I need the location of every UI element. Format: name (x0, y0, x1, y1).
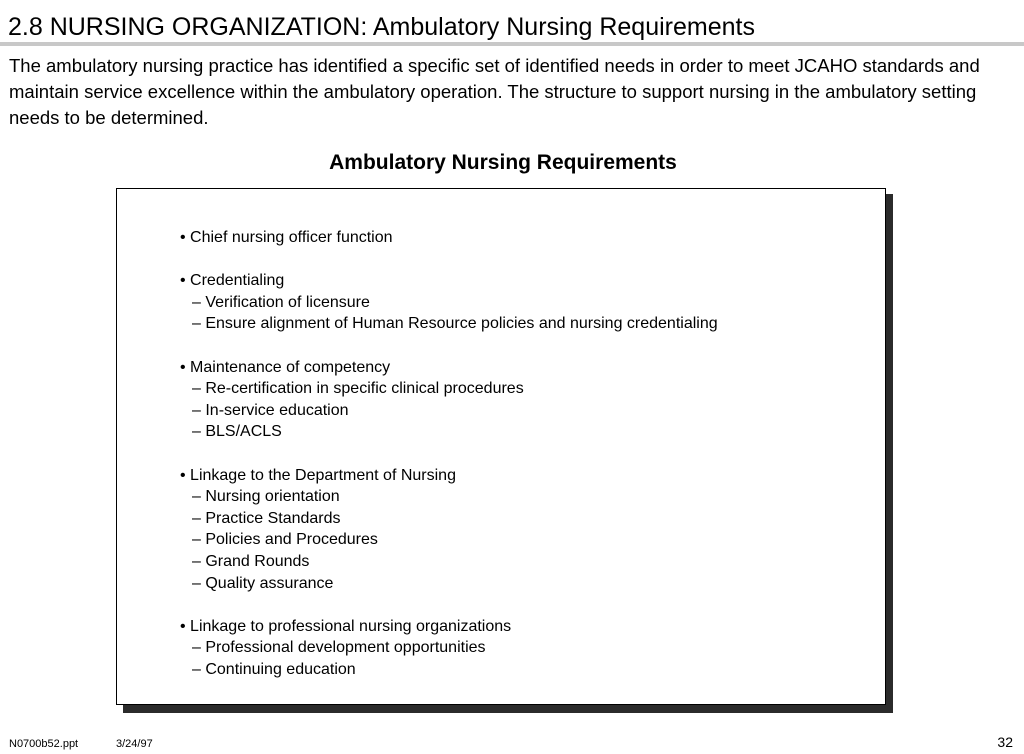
requirement-subitem: – Professional development opportunities (192, 639, 486, 657)
requirement-subitem: – Quality assurance (192, 574, 334, 592)
requirements-box (116, 188, 886, 705)
requirement-group (180, 357, 718, 443)
requirement-subitem: – Continuing education (192, 660, 356, 678)
footer-date: 3/24/97 (116, 738, 153, 750)
slide-title: 2.8 NURSING ORGANIZATION: Ambulatory Nursing Requirements (8, 13, 755, 41)
requirement-subitem: – In-service education (192, 401, 349, 419)
requirement-group (180, 227, 718, 249)
requirement-subitem: – Re-certification in specific clinical procedures (192, 380, 524, 398)
requirements-heading: Ambulatory Nursing Requirements (329, 151, 677, 174)
requirement-item: • Chief nursing officer function (180, 229, 393, 246)
requirement-subitem: – Grand Rounds (192, 552, 310, 570)
requirement-group (180, 616, 718, 681)
title-divider (0, 42, 1024, 46)
intro-paragraph: The ambulatory nursing practice has identified a specific set of identified needs in order to meet JCAHO standards and maintain service excellence within the ambulatory operation. The structure to support nursing in the ambulatory setting needs to be determined. (9, 55, 980, 128)
requirement-subitem: – Verification of licensure (192, 293, 370, 311)
page-number: 32 (997, 734, 1013, 750)
requirement-subitem: – BLS/ACLS (192, 423, 282, 441)
footer-file-name: N0700b52.ppt (9, 738, 79, 750)
requirements-list (180, 227, 718, 680)
requirement-item: • Credentialing (180, 272, 285, 290)
requirement-item: • Linkage to the Department of Nursing (180, 466, 456, 484)
requirement-subitem: – Nursing orientation (192, 488, 340, 506)
requirement-item: • Maintenance of competency (180, 358, 391, 376)
requirement-subitem: – Practice Standards (192, 509, 341, 527)
requirement-group (180, 465, 718, 595)
requirement-group (180, 270, 718, 335)
requirement-subitem: – Policies and Procedures (192, 531, 378, 549)
requirement-item: • Linkage to professional nursing organizations (180, 617, 512, 635)
requirement-subitem: – Ensure alignment of Human Resource policies and nursing credentialing (192, 315, 718, 333)
